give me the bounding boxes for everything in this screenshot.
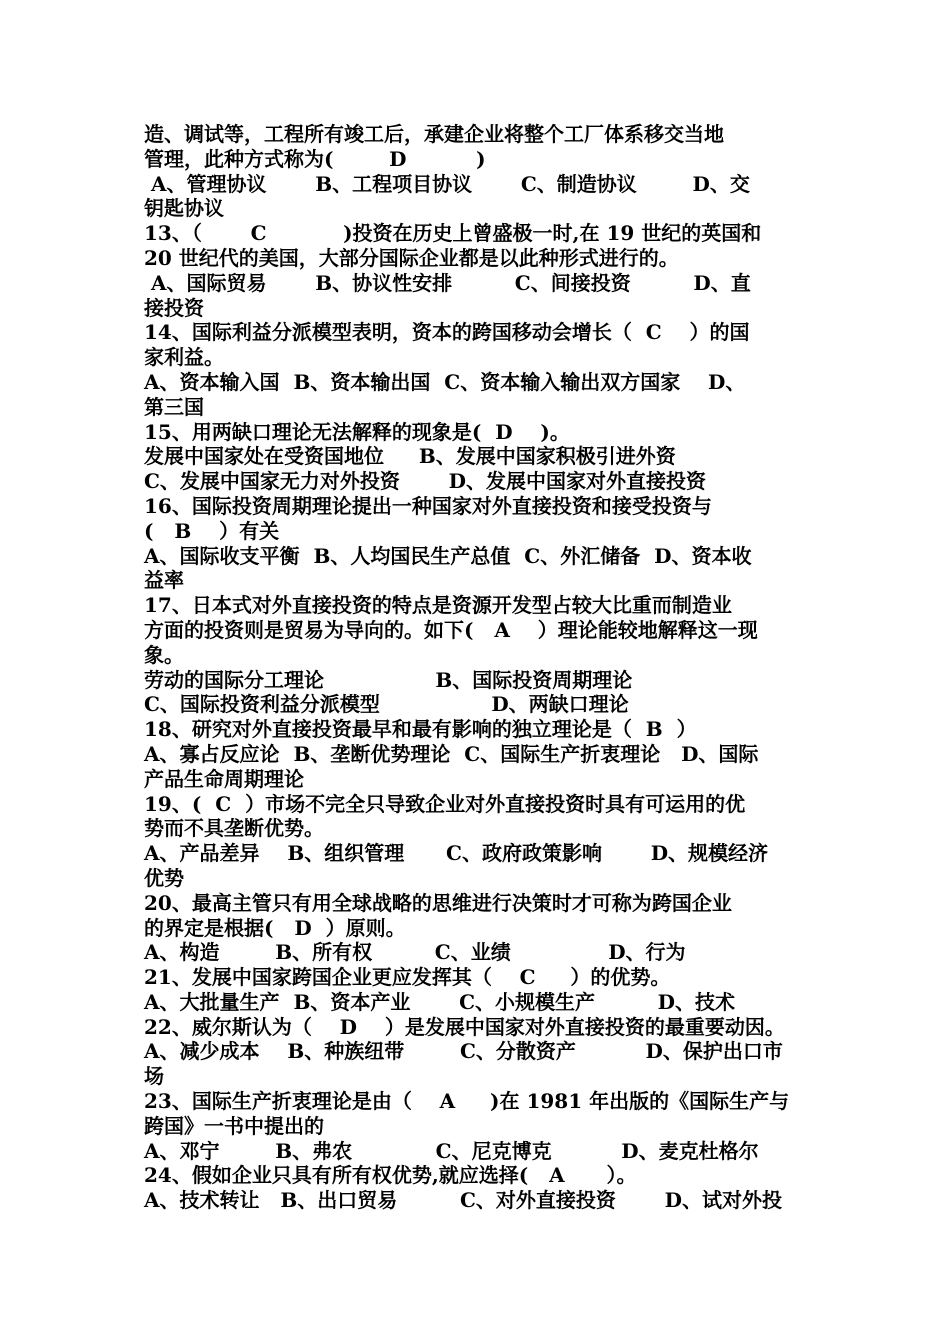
text-line: 方面的投资则是贸易为导向的。如下( A ）理论能较地解释这一现 [144, 617, 758, 642]
text-line: 接投资 [144, 295, 204, 320]
text-line: A、寡占反应论 B、垄断优势理论 C、国际生产折衷理论 D、国际 [144, 741, 759, 766]
document-body [144, 122, 814, 1213]
text-line: A、邓宁 B、弗农 C、尼克博克 D、麦克杜格尔 [144, 1138, 759, 1163]
text-line: A、大批量生产 B、资本产业 C、小规模生产 D、技术 [144, 989, 736, 1014]
text-line: A、技术转让 B、出口贸易 C、对外直接投资 D、试对外投 [144, 1188, 782, 1213]
text-line: 22、威尔斯认为（ D ）是发展中国家对外直接投资的最重要动因。 [144, 1014, 785, 1039]
text-line: 21、发展中国家跨国企业更应发挥其（ C ）的优势。 [144, 965, 671, 990]
text-line: 管理，此种方式称为( D ) [144, 146, 486, 171]
text-line: 优势 [144, 865, 184, 890]
text-line: A、资本输入国 B、资本输出国 C、资本输入输出双方国家 D、 [144, 369, 746, 394]
text-line: 20、最高主管只有用全球战略的思维进行决策时才可称为跨国企业 [144, 890, 732, 915]
text-line: 13、（ C )投资在历史上曾盛极一时,在 19 世纪的英国和 [144, 221, 762, 246]
text-line: A、国际贸易 B、协议性安排 C、间接投资 D、直 [144, 270, 751, 295]
text-line: 场 [144, 1064, 164, 1089]
text-line: 家利益。 [144, 345, 224, 370]
text-line: 跨国》一书中提出的 [144, 1113, 324, 1138]
text-line: 18、研究对外直接投资最早和最有影响的独立理论是（ B ） [144, 717, 697, 742]
text-line: 19、( C ）市场不完全只导致企业对外直接投资时具有可运用的优 [144, 791, 746, 816]
text-line: 产品生命周期理论 [144, 766, 304, 791]
text-line: 24、假如企业只具有所有权优势,就应选择( A ）。 [144, 1163, 637, 1188]
text-line: 17、日本式对外直接投资的特点是资源开发型占较大比重而制造业 [144, 593, 732, 618]
text-line: 的界定是根据( D ）原则。 [144, 915, 406, 940]
text-line: A、国际收支平衡 B、人均国民生产总值 C、外汇储备 D、资本收 [144, 543, 752, 568]
text-line: 20 世纪代的美国，大部分国际企业都是以此种形式进行的。 [144, 245, 679, 270]
text-line: 造、调试等，工程所有竣工后，承建企业将整个工厂体系移交当地 [144, 122, 724, 146]
text-line: C、国际投资利益分派模型 D、两缺口理论 [144, 692, 629, 717]
text-line: 钥匙协议 [144, 196, 224, 221]
text-line: A、构造 B、所有权 C、业绩 D、行为 [144, 940, 686, 965]
text-line: 益率 [144, 568, 184, 593]
text-line: 15、用两缺口理论无法解释的现象是( D )。 [144, 419, 570, 444]
text-line: 发展中国家处在受资国地位 B、发展中国家积极引进外资 [144, 444, 676, 469]
text-line: C、发展中国家无力对外投资 D、发展中国家对外直接投资 [144, 469, 707, 494]
text-line: A、产品差异 B、组织管理 C、政府政策影响 D、规模经济 [144, 841, 769, 866]
text-line: 劳动的国际分工理论 B、国际投资周期理论 [144, 667, 633, 692]
text-line: 16、国际投资周期理论提出一种国家对外直接投资和接受投资与 [144, 493, 712, 518]
text-line: 第三国 [144, 394, 204, 419]
text-line: A、减少成本 B、种族纽带 C、分散资产 D、保护出口市 [144, 1039, 783, 1064]
text-line: 势而不具垄断优势。 [144, 816, 324, 841]
text-line: 14、国际利益分派模型表明，资本的跨国移动会增长（ C ）的国 [144, 320, 750, 345]
text-line: 23、国际生产折衷理论是由（ A )在 1981 年出版的《国际生产与 [144, 1089, 790, 1114]
text-line: ( B ）有关 [144, 518, 280, 543]
text-line: 象。 [144, 642, 184, 667]
text-line: A、管理协议 B、工程项目协议 C、制造协议 D、交 [144, 171, 750, 196]
